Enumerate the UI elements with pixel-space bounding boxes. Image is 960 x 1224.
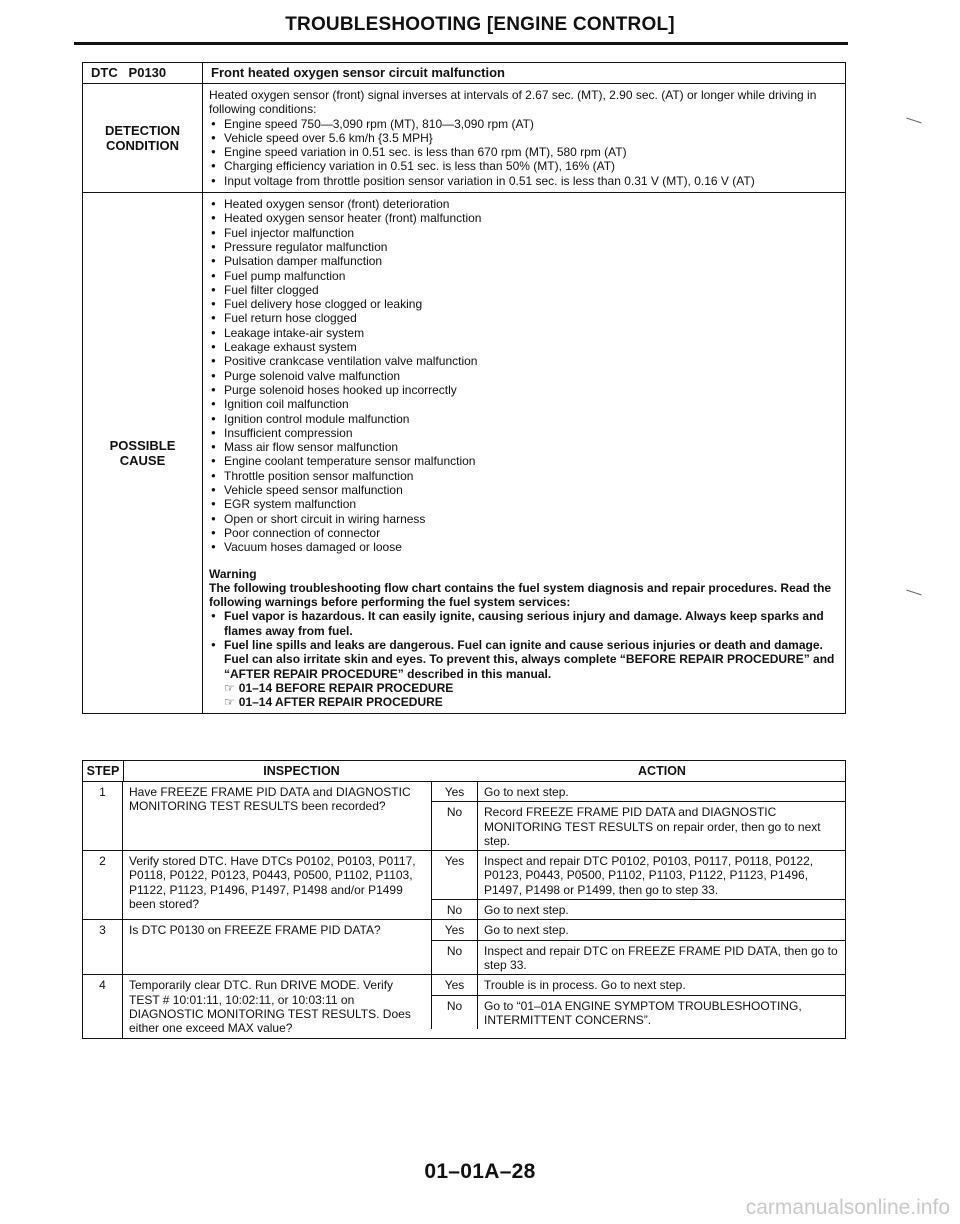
warning-item: ● Fuel line spills and leaks are dangerous. Fuel can ignite and cause serious injuries or death and damage. Fuel can also irritate skin and eyes. To prevent this, always complete “BEFORE REPAIR PROCEDURE” and “AFTER REPAIR PROCEDURE” described in this manual. xyxy=(209,638,839,681)
detection-condition-content xyxy=(203,84,845,192)
answer-yes-no: Yes xyxy=(431,782,478,801)
warning-item: ● Fuel vapor is hazardous. It can easily ignite, causing serious injury and damage. Always keep sparks and flames away from fuel. xyxy=(209,609,839,638)
table-row xyxy=(83,782,845,851)
warning-title: Warning xyxy=(209,566,257,581)
list-item: ● EGR system malfunction xyxy=(209,497,839,511)
answer-yes-no: No xyxy=(431,941,478,975)
dtc-table xyxy=(82,62,846,714)
possible-cause-list xyxy=(209,197,839,554)
answer-action: Go to next step. xyxy=(484,903,569,918)
detection-label-line1: DETECTION xyxy=(104,123,181,139)
inspection-column-header: INSPECTION xyxy=(263,763,340,778)
list-item: ● Open or short circuit in wiring harness xyxy=(209,512,839,526)
answer-yes-no: Yes xyxy=(431,920,478,939)
step-number: 1 xyxy=(83,782,123,850)
warning-block xyxy=(209,567,839,710)
list-item: ● Poor connection of connector xyxy=(209,526,839,540)
list-item: ● Fuel filter clogged xyxy=(209,283,839,297)
title-rule xyxy=(74,42,848,45)
answer-action: Go to next step. xyxy=(484,923,569,938)
step-inspection: Is DTC P0130 on FREEZE FRAME PID DATA? xyxy=(129,923,381,938)
pointing-hand-icon: ☞ xyxy=(224,695,235,710)
step-answers xyxy=(431,851,845,919)
step-answers xyxy=(431,975,845,1038)
answer-action: Inspect and repair DTC on FREEZE FRAME PID DATA, then go to step 33. xyxy=(484,943,838,972)
list-item: ● Purge solenoid hoses hooked up incorrectly xyxy=(209,383,839,397)
action-column-header: ACTION xyxy=(638,763,686,778)
list-item: ● Insufficient compression xyxy=(209,426,839,440)
step-number: 4 xyxy=(83,975,123,1038)
answer-action: Trouble is in process. Go to next step. xyxy=(484,978,686,993)
table-row xyxy=(83,975,845,1038)
answer-yes-no: No xyxy=(431,900,478,919)
answer-action: Inspect and repair DTC P0102, P0103, P0117, P0118, P0122, P0123, P0443, P0500, P1102, P1103, P1122, P1123, P1496, P1497, P1498 or P1499, then go to step 33. xyxy=(484,854,814,897)
list-item: ● Purge solenoid valve malfunction xyxy=(209,369,839,383)
list-item: ● Leakage intake-air system xyxy=(209,326,839,340)
possible-cause-content xyxy=(203,193,845,713)
answer-action: Go to next step. xyxy=(484,785,569,799)
list-item: ● Positive crankcase ventilation valve malfunction xyxy=(209,354,839,368)
list-item: ● Vehicle speed over 5.6 km/h {3.5 MPH} xyxy=(209,131,839,145)
possible-cause-label-line1: POSSIBLE xyxy=(109,438,176,454)
step-inspection: Have FREEZE FRAME PID DATA and DIAGNOSTIC MONITORING TEST RESULTS been recorded? xyxy=(129,785,411,814)
step-table xyxy=(82,760,846,1039)
step-answers xyxy=(431,920,845,974)
page-number: 01–01A–28 xyxy=(424,1160,536,1183)
answer-yes-no: Yes xyxy=(431,851,478,899)
list-item: ● Throttle position sensor malfunction xyxy=(209,469,839,483)
answer-action: Go to “01–01A ENGINE SYMPTOM TROUBLESHOOTING, INTERMITTENT CONCERNS”. xyxy=(484,998,802,1027)
possible-cause-row xyxy=(83,193,845,713)
step-column-header: STEP xyxy=(83,761,124,781)
list-item: ● Ignition control module malfunction xyxy=(209,412,839,426)
step-answers xyxy=(431,782,845,850)
step-number: 3 xyxy=(83,920,123,974)
step-table-header xyxy=(83,761,845,782)
list-item: ● Fuel pump malfunction xyxy=(209,269,839,283)
pointing-hand-icon: ☞ xyxy=(224,680,235,695)
reference-link[interactable] xyxy=(209,681,839,695)
answer-row xyxy=(431,975,845,995)
answer-row xyxy=(431,996,845,1030)
detection-intro: Heated oxygen sensor (front) signal inverses at intervals of 2.67 sec. (MT), 2.90 sec. (AT) or longer while driving in following conditions: xyxy=(209,88,817,117)
reference-text: 01–14 AFTER REPAIR PROCEDURE xyxy=(238,695,443,710)
answer-row xyxy=(431,920,845,940)
list-item: ● Heated oxygen sensor heater (front) malfunction xyxy=(209,211,839,225)
answer-row xyxy=(431,900,845,919)
list-item: ● Charging efficiency variation in 0.51 sec. is less than 50% (MT), 16% (AT) xyxy=(209,159,839,173)
list-item: ● Vehicle speed sensor malfunction xyxy=(209,483,839,497)
list-item: ● Engine coolant temperature sensor malfunction xyxy=(209,454,839,468)
detection-condition-label xyxy=(83,84,203,192)
list-item: ● Fuel delivery hose clogged or leaking xyxy=(209,297,839,311)
answer-yes-no: No xyxy=(431,996,478,1030)
list-item: ● Pressure regulator malfunction xyxy=(209,240,839,254)
watermark: carmanualsonline.info xyxy=(745,1196,950,1219)
step-number: 2 xyxy=(83,851,123,919)
dtc-title: Front heated oxygen sensor circuit malfunction xyxy=(211,65,505,80)
step-inspection: Verify stored DTC. Have DTCs P0102, P0103, P0117, P0118, P0122, P0123, P0443, P0500, P1102, P1103, P1122, P1123, P1496, P1497, P1498 and/or P1499 been stored? xyxy=(129,854,416,912)
answer-row xyxy=(431,941,845,975)
answer-row xyxy=(431,782,845,802)
list-item: ● Input voltage from throttle position sensor variation in 0.51 sec. is less than 0.31 V (MT), 0.16 V (AT) xyxy=(209,174,839,188)
list-item: ● Ignition coil malfunction xyxy=(209,397,839,411)
table-row xyxy=(83,920,845,975)
answer-yes-no: Yes xyxy=(431,975,478,994)
list-item: ● Vacuum hoses damaged or loose xyxy=(209,540,839,554)
list-item: ● Engine speed 750—3,090 rpm (MT), 810—3,090 rpm (AT) xyxy=(209,117,839,131)
answer-row xyxy=(431,802,845,850)
list-item: ● Heated oxygen sensor (front) deterioration xyxy=(209,197,839,211)
possible-cause-label-line2: CAUSE xyxy=(119,453,166,469)
dtc-header xyxy=(83,63,845,84)
dtc-code: DTC P0130 xyxy=(83,63,203,83)
answer-yes-no: No xyxy=(431,802,478,850)
table-row xyxy=(83,851,845,920)
answer-action: Record FREEZE FRAME PID DATA and DIAGNOSTIC MONITORING TEST RESULTS on repair order, then go to next step. xyxy=(484,805,821,848)
possible-cause-label xyxy=(83,193,203,713)
detection-label-line2: CONDITION xyxy=(106,138,179,154)
warning-body: The following troubleshooting flow chart contains the fuel system diagnosis and repair procedures. Read the following warnings before performing the fuel system services: xyxy=(209,580,832,610)
step-inspection: Temporarily clear DTC. Run DRIVE MODE. Verify TEST # 10:01:11, 10:02:11, or 10:03:11 on DIAGNOSTIC MONITORING TEST RESULTS. Does either one exceed MAX value? xyxy=(129,978,411,1036)
answer-row xyxy=(431,851,845,900)
detection-list xyxy=(209,117,839,188)
margin-mark xyxy=(906,590,922,596)
list-item: ● Mass air flow sensor malfunction xyxy=(209,440,839,454)
margin-mark xyxy=(906,118,922,124)
reference-text: 01–14 BEFORE REPAIR PROCEDURE xyxy=(238,680,454,695)
list-item: ● Leakage exhaust system xyxy=(209,340,839,354)
list-item: ● Fuel injector malfunction xyxy=(209,226,839,240)
list-item: ● Engine speed variation in 0.51 sec. is less than 670 rpm (MT), 580 rpm (AT) xyxy=(209,145,839,159)
reference-link[interactable] xyxy=(209,695,839,709)
list-item: ● Pulsation damper malfunction xyxy=(209,254,839,268)
detection-condition-row xyxy=(83,84,845,193)
page-title: TROUBLESHOOTING [ENGINE CONTROL] xyxy=(285,14,675,35)
warning-list xyxy=(209,609,839,680)
list-item: ● Fuel return hose clogged xyxy=(209,311,839,325)
